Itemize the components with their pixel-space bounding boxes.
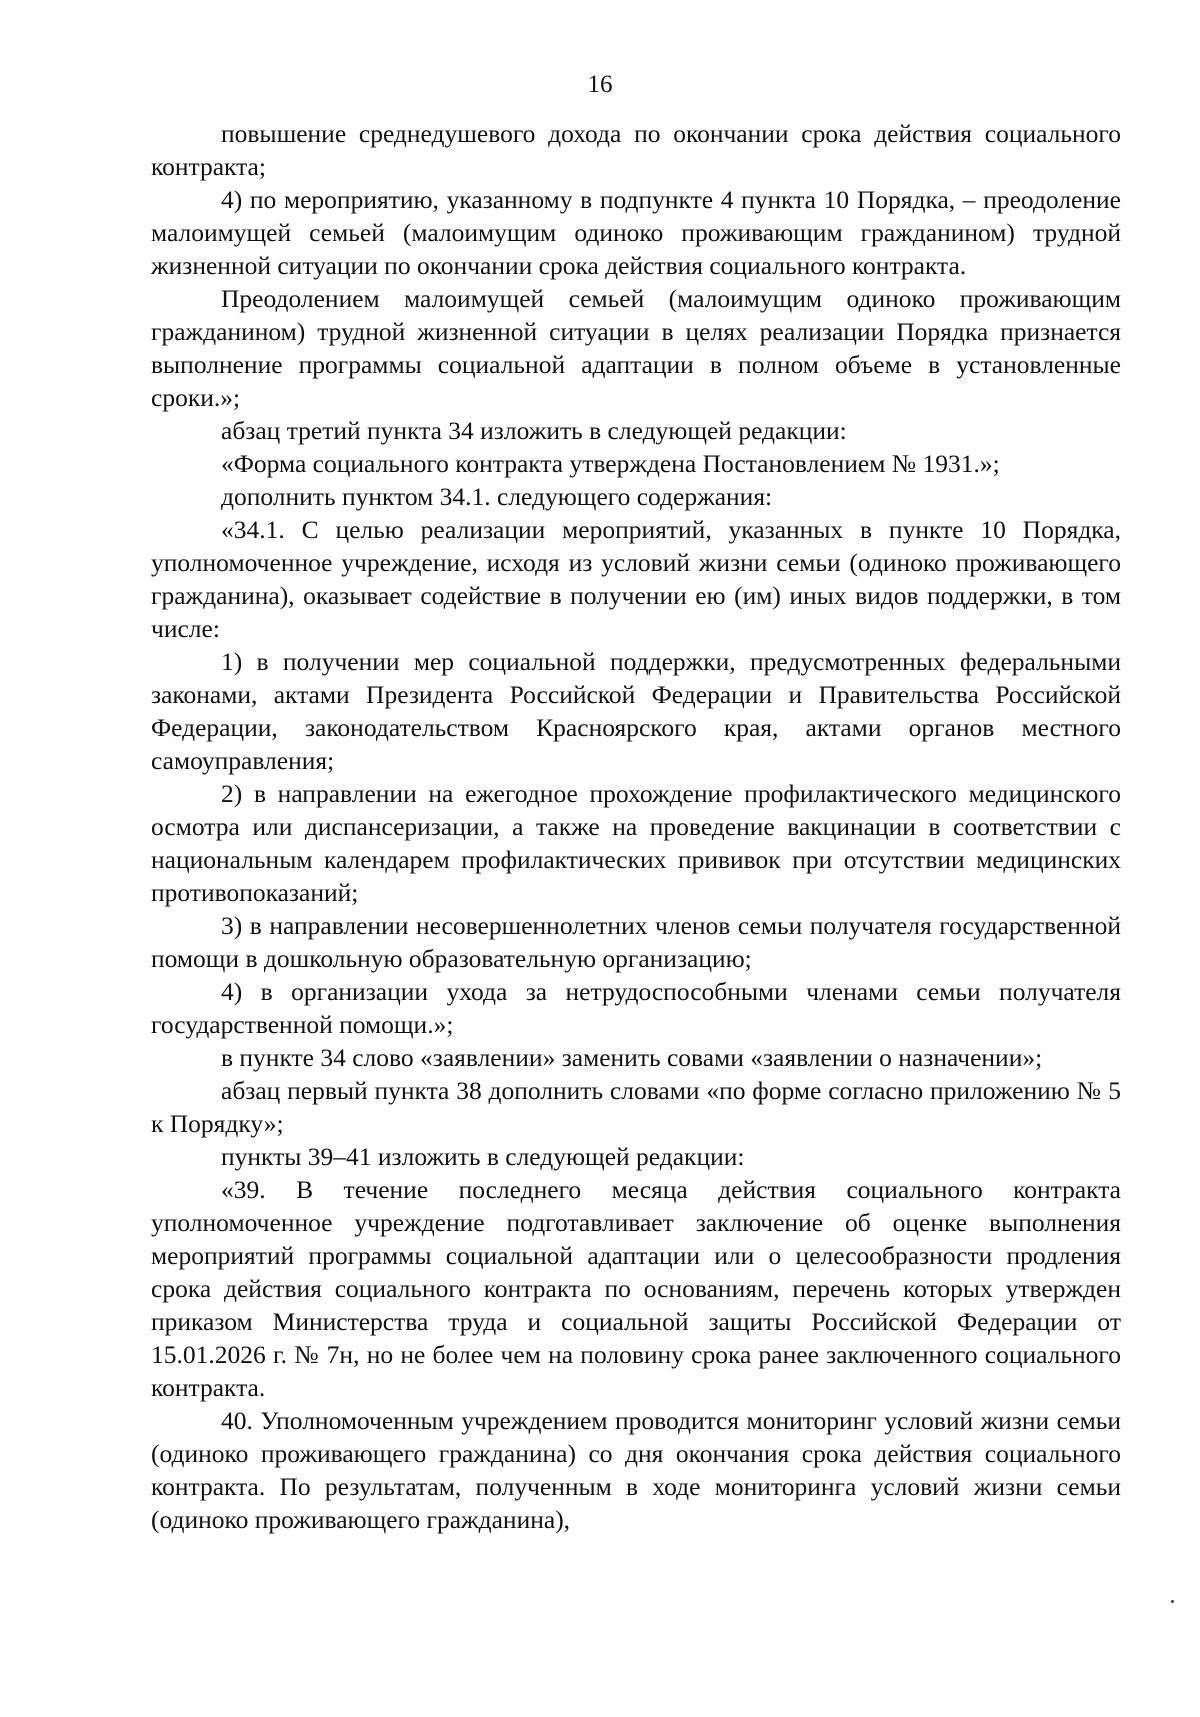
paragraph: повышение среднедушевого дохода по окончании срока действия социального контракта;	[151, 119, 1121, 181]
paragraph: 1) в получении мер социальной поддержки, предусмотренных федеральными законами, актами Президента Российской Федерации и Правительства Российской Федерации, законодательством Красноярского края, актами органов местного самоуправления;	[151, 647, 1121, 775]
paragraph: 3) в направлении несовершеннолетних членов семьи получателя государственной помощи в дошкольную образовательную организацию;	[151, 911, 1121, 973]
paragraph: «Форма социального контракта утверждена Постановлением № 1931.»;	[221, 449, 1000, 478]
page-number: 16	[587, 71, 613, 98]
paragraph: 4) по мероприятию, указанному в подпункте 4 пункта 10 Порядка, – преодоление малоимущей семьей (малоимущим одиноко проживающим гражданином) трудной жизненной ситуации по окончании срока действия социального контракта.	[151, 185, 1121, 280]
paragraph: «34.1. С целью реализации мероприятий, указанных в пункте 10 Порядка, уполномоченное учреждение, исходя из условий жизни семьи (одиноко проживающего гражданина), оказывает содействие в получении ею (им) иных видов поддержки, в том числе:	[151, 515, 1121, 643]
paragraph: пункты 39–41 изложить в следующей редакции:	[221, 1142, 745, 1171]
paragraph: 2) в направлении на ежегодное прохождение профилактического медицинского осмотра или диспансеризации, а также на проведение вакцинации в соответствии с национальным календарем профилактических прививок при отсутствии медицинских противопоказаний;	[151, 779, 1121, 907]
paragraph: «39. В течение последнего месяца действия социального контракта уполномоченное учреждение подготавливает заключение об оценке выполнения мероприятий программы социальной адаптации или о целесообразности продления срока действия социального контракта по основаниям, перечень которых утвержден приказом Министерства труда и социальной защиты Российской Федерации от 15.01.2026 г. № 7н, но не более чем на половину срока ранее заключенного социального контракта.	[151, 1175, 1121, 1402]
paragraph: Преодолением малоимущей семьей (малоимущим одиноко проживающим гражданином) трудной жизненной ситуации в целях реализации Порядка признается выполнение программы социальной адаптации в полном объеме в установленные сроки.»;	[151, 284, 1121, 412]
document-body	[151, 117, 1121, 1536]
paragraph: 4) в организации ухода за нетрудоспособными членами семьи получателя государственной помощи.»;	[151, 977, 1121, 1039]
paragraph: 40. Уполномоченным учреждением проводится мониторинг условий жизни семьи (одиноко проживающего гражданина) со дня окончания срока действия социального контракта. По результатам, полученным в ходе мониторинга условий жизни семьи (одиноко проживающего гражданина),	[151, 1406, 1121, 1534]
scan-speck	[1171, 1600, 1174, 1603]
paragraph: в пункте 34 слово «заявлении» заменить совами «заявлении о назначении»;	[221, 1043, 1043, 1072]
paragraph: абзац первый пункта 38 дополнить словами «по форме согласно приложению № 5 к Порядку»;	[151, 1076, 1121, 1138]
paragraph: абзац третий пункта 34 изложить в следующей редакции:	[221, 416, 847, 445]
paragraph: дополнить пунктом 34.1. следующего содержания:	[221, 482, 773, 511]
